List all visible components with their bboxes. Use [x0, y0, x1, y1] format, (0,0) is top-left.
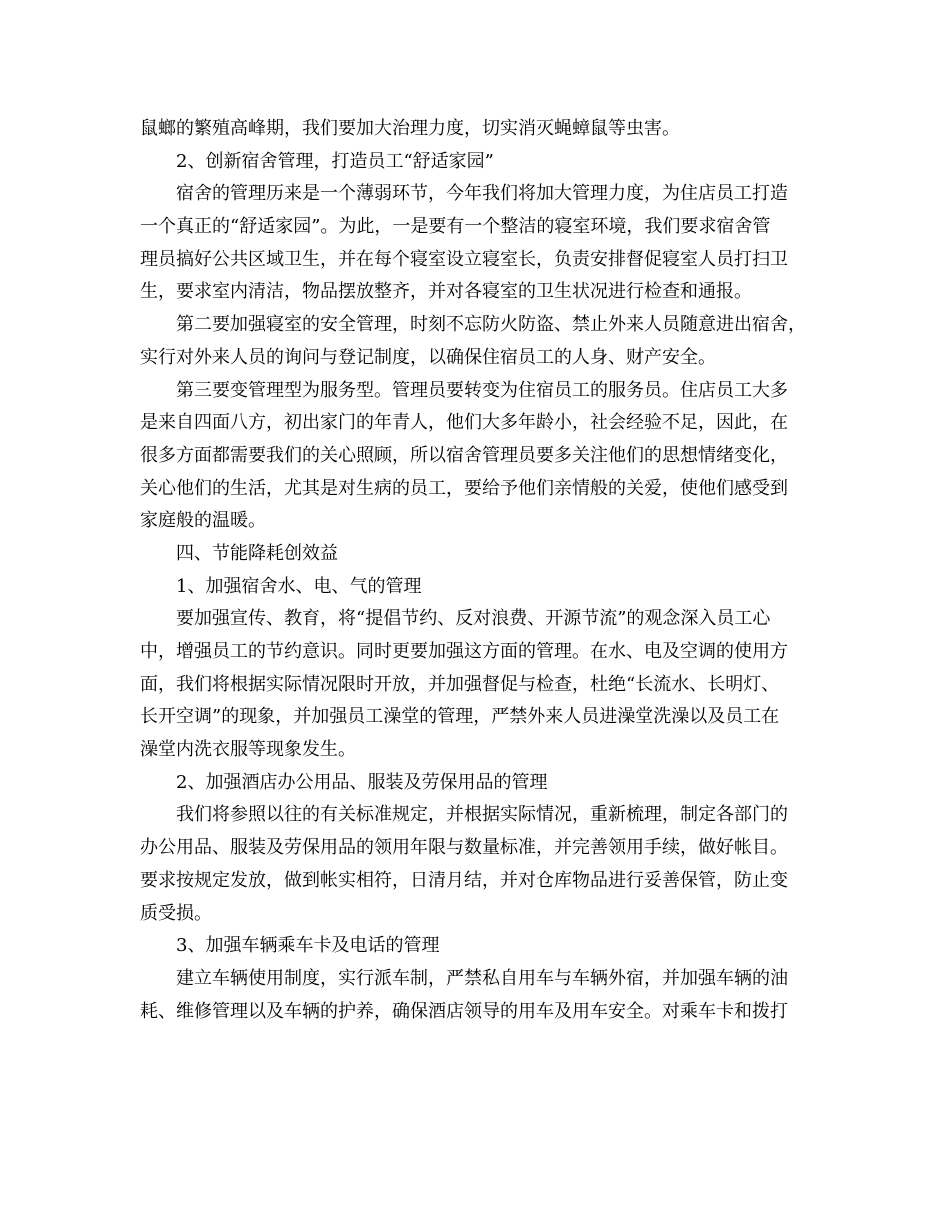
- text-line: 鼠螂的繁殖高峰期，我们要加大治理力度，切实消灭蝇蟑鼠等虫害。: [140, 118, 680, 139]
- section-heading: 3、加强车辆乘车卡及电话的管理: [176, 935, 440, 957]
- section-heading: 2、加强酒店办公用品、服装及劳保用品的管理: [176, 771, 548, 793]
- text-line: 办公用品、服装及劳保用品的领用年限与数量标准，并完善领用手续，做好帐目。: [140, 837, 788, 859]
- section-heading: 四、节能降耗创效益: [176, 542, 338, 564]
- text-line: 质受损。: [140, 902, 212, 924]
- text-line: 建立车辆使用制度，实行派车制，严禁私自用车与车辆外宿，并加强车辆的油: [176, 967, 788, 989]
- text-line: 第三要变管理型为服务型。管理员要转变为住宿员工的服务员。住店员工大多: [176, 379, 788, 401]
- text-line: 是来自四面八方，初出家门的年青人，他们大多年龄小，社会经验不足，因此，在: [140, 412, 788, 434]
- text-line: 我们将参照以往的有关标准规定，并根据实际情况，重新梳理，制定各部门的: [176, 804, 788, 826]
- text-line: 中，增强员工的节约意识。同时更要加强这方面的管理。在水、电及空调的使用方: [140, 641, 788, 662]
- section-heading: 1、加强宿舍水、电、气的管理: [176, 575, 422, 597]
- text-line: 耗、维修管理以及车辆的护养，确保酒店领导的用车及用车安全。对乘车卡和拨打: [140, 1000, 788, 1022]
- text-line: 生，要求室内清洁，物品摆放整齐，并对各寝室的卫生状况进行检查和通报。: [140, 281, 752, 303]
- text-line: 第二要加强寝室的安全管理，时刻不忘防火防盗、禁止外来人员随意进出宿舍，: [176, 314, 806, 336]
- document-body: [140, 113, 820, 1028]
- text-line: 宿舍的管理历来是一个薄弱环节，今年我们将加大管理力度，为住店员工打造: [176, 183, 788, 205]
- text-line: 关心他们的生活，尤其是对生病的员工，要给予他们亲情般的关爱，使他们感受到: [140, 477, 788, 499]
- text-line: 面，我们将根据实际情况限时开放，并加强督促与检查，杜绝“长流水、长明灯、: [140, 673, 780, 695]
- text-line: 实行对外来人员的询问与登记制度，以确保住宿员工的人身、财产安全。: [140, 346, 716, 368]
- text-line: 很多方面都需要我们的关心照顾，所以宿舍管理员要多关注他们的思想情绪变化，: [140, 444, 788, 466]
- text-line: 家庭般的温暖。: [140, 510, 266, 532]
- text-line: 一个真正的“舒适家园”。为此，一是要有一个整洁的寝室环境，我们要求宿舍管: [140, 216, 771, 238]
- section-heading: 2、创新宿舍管理，打造员工“舒适家园”: [176, 150, 494, 172]
- text-line: 长开空调”的现象，并加强员工澡堂的管理，严禁外来人员进澡堂洗澡以及员工在: [140, 706, 780, 728]
- text-line: 要求按规定发放，做到帐实相符，日清月结，并对仓库物品进行妥善保管，防止变: [140, 869, 788, 891]
- text-line: 澡堂内洗衣服等现象发生。: [140, 739, 356, 761]
- text-line: 要加强宣传、教育，将“提倡节约、反对浪费、开源节流”的观念深入员工心: [176, 608, 771, 630]
- text-line: 理员搞好公共区域卫生，并在每个寝室设立寝室长，负责安排督促寝室人员打扫卫: [140, 248, 788, 270]
